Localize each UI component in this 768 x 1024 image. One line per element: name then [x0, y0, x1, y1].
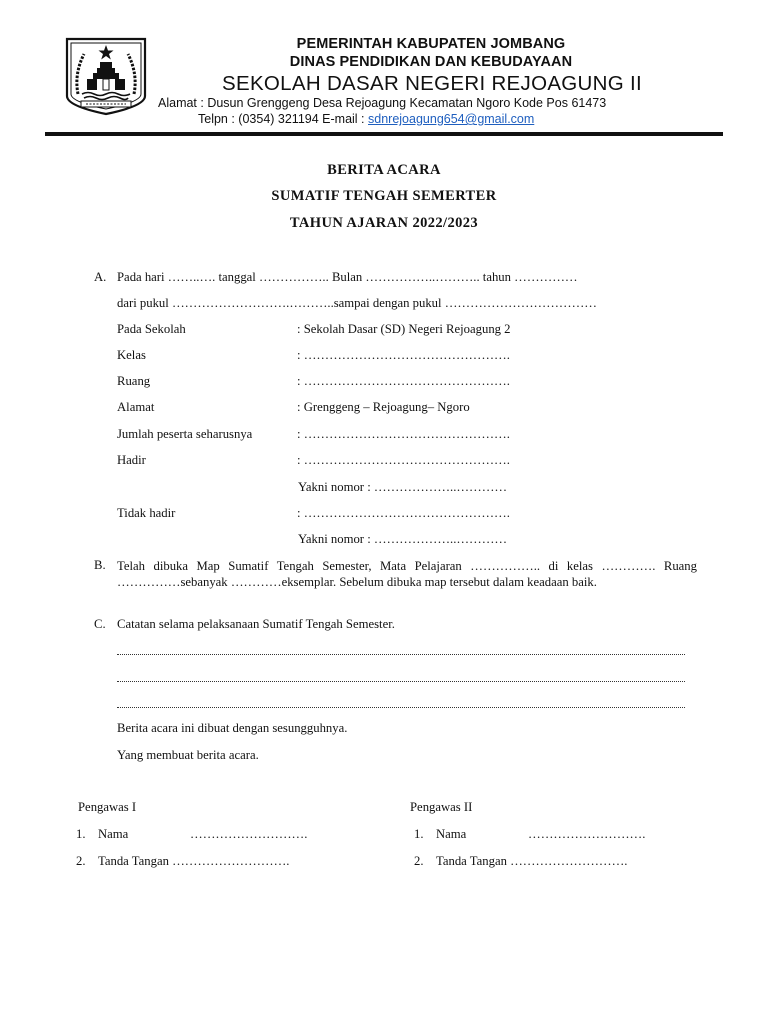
document-academic-year: TAHUN AJARAN 2022/2023 [289, 215, 479, 231]
field-label: Tidak hadir [117, 506, 176, 520]
section-c-text: Catatan selama pelaksanaan Sumatif Tengah Semester. [117, 617, 395, 631]
document-title: BERITA ACARA [327, 162, 441, 178]
field-label: Ruang [117, 374, 151, 388]
notes-line [117, 681, 685, 682]
letterhead-contact [198, 112, 534, 126]
field-label: Pada Sekolah [117, 322, 186, 336]
supervisor-1-name-blank: ………………………. [190, 827, 308, 841]
supervisor-1-signature-number: 2. [76, 854, 86, 868]
notes-line [117, 707, 685, 708]
field-value: : …………………………………………. [297, 506, 510, 520]
field-value: Yakni nomor : ………………..………… [298, 532, 508, 546]
jombang-regency-emblem [64, 36, 148, 116]
letterhead-email-link[interactable]: sdnrejoagung654@gmail.com [368, 112, 535, 126]
supervisor-1-name-number: 1. [76, 827, 86, 841]
supervisor-1-signature-line: Tanda Tangan ………………………. [98, 854, 290, 868]
field-label: Hadir [117, 453, 146, 467]
closing-maker: Yang membuat berita acara. [117, 748, 259, 762]
supervisor-2-name-number: 1. [414, 827, 424, 841]
letterhead-school-name: SEKOLAH DASAR NEGERI REJOAGUNG II [222, 72, 642, 95]
field-label: Alamat [117, 400, 155, 414]
field-value: : …………………………………………. [297, 348, 510, 362]
field-value: : Grenggeng – Rejoagung– Ngoro [297, 400, 470, 414]
section-a-marker: A. [94, 270, 107, 284]
section-a-time-line: dari pukul ……………………….………..sampai dengan pukul ……………………………… [117, 296, 597, 310]
section-a-date-line: Pada hari ……..…. tanggal …………….. Bulan ……………..……….. tahun …………… [117, 270, 578, 284]
letterhead-divider [45, 132, 723, 136]
letterhead-department: DINAS PENDIDIKAN DAN KEBUDAYAAN [289, 54, 573, 70]
supervisor-2-name-label: Nama [436, 827, 467, 841]
supervisor-2-signature-line: Tanda Tangan ………………………. [436, 854, 628, 868]
supervisor-2-name-blank: ………………………. [528, 827, 646, 841]
section-b-text: Telah dibuka Map Sumatif Tengah Semester, Mata Pelajaran …………….. di kelas …………. Ruang ……………sebanyak …………eksemplar. Sebelum dibuka map tersebut dalam keadaan baik. [117, 559, 697, 589]
supervisor-2-title: Pengawas II [410, 800, 473, 814]
field-value: Yakni nomor : ………………..………… [298, 480, 508, 494]
letterhead-address: Alamat : Dusun Grenggeng Desa Rejoagung Kecamatan Ngoro Kode Pos 61473 [158, 96, 607, 110]
notes-line [117, 654, 685, 655]
field-value: : …………………………………………. [297, 374, 510, 388]
section-c-marker: C. [94, 617, 106, 631]
document-subtitle: SUMATIF TENGAH SEMERTER [271, 188, 497, 204]
field-value: : …………………………………………. [297, 453, 510, 467]
supervisor-1-name-label: Nama [98, 827, 129, 841]
supervisor-2-signature-number: 2. [414, 854, 424, 868]
letterhead-phone: Telpn : (0354) 321194 E-mail : [198, 112, 369, 126]
field-label: Kelas [117, 348, 146, 362]
letterhead-government: PEMERINTAH KABUPATEN JOMBANG [296, 36, 566, 52]
closing-statement: Berita acara ini dibuat dengan sesungguhnya. [117, 721, 348, 735]
field-label: Jumlah peserta seharusnya [117, 427, 253, 441]
field-value: : …………………………………………. [297, 427, 510, 441]
section-b-marker: B. [94, 558, 106, 572]
field-value: : Sekolah Dasar (SD) Negeri Rejoagung 2 [297, 322, 511, 336]
supervisor-1-title: Pengawas I [78, 800, 137, 814]
